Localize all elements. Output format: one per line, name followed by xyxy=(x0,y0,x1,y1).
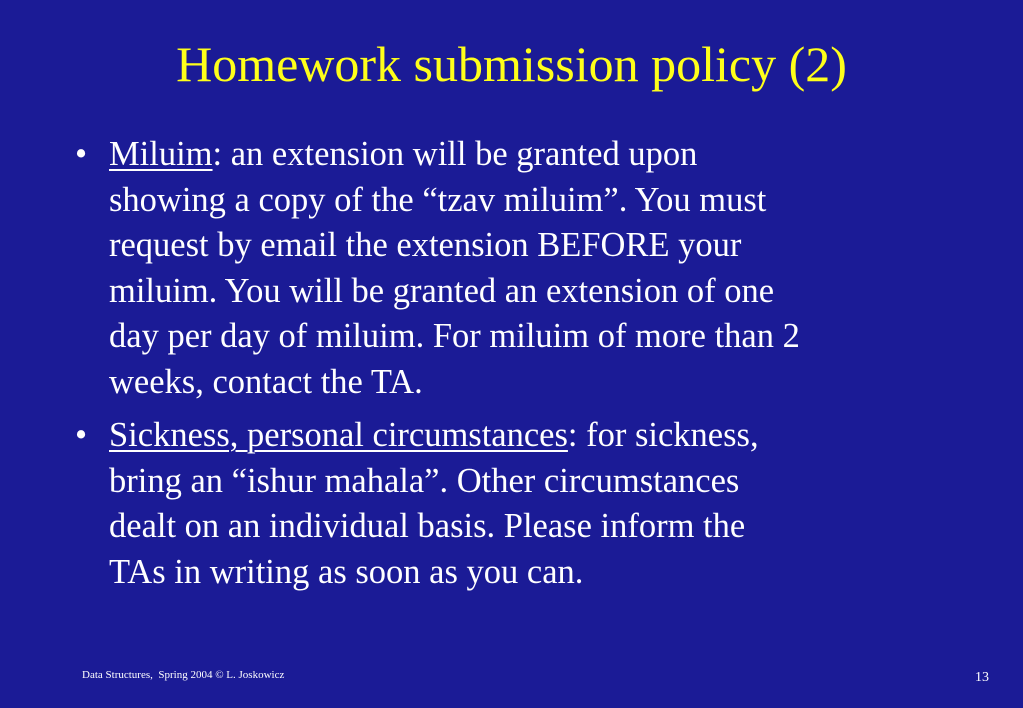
bullet-line: bring an “ishur mahala”. Other circumstances xyxy=(109,461,740,500)
bullet-term-miluim: Miluim xyxy=(109,135,213,173)
bullet-line: dealt on an individual basis. Please inform the xyxy=(109,507,746,545)
bullet-line: weeks, contact the TA. xyxy=(109,362,423,401)
bullet-line: TAs in writing as soon as you can. xyxy=(109,552,584,591)
bullet-line: showing a copy of the “tzav miluim”. You must xyxy=(109,180,767,219)
bullet-icon: • xyxy=(75,416,88,454)
bullet-list xyxy=(72,132,972,603)
slide-footer: Data Structures, Spring 2004 © L. Joskowicz xyxy=(82,669,285,681)
bullet-item-miluim xyxy=(72,132,972,405)
page-number: 13 xyxy=(975,670,989,685)
slide-title: Homework submission policy (2) xyxy=(176,36,847,92)
bullet-line: day per day of miluim. For miluim of more than 2 xyxy=(109,317,800,355)
bullet-line xyxy=(109,132,972,178)
bullet-text: : an extension will be granted upon xyxy=(212,135,698,173)
bullet-term-sickness: Sickness, personal circumstances xyxy=(109,416,568,454)
bullet-icon: • xyxy=(75,135,88,173)
bullet-text: : for sickness, xyxy=(567,416,759,454)
bullet-line: miluim. You will be granted an extension of one xyxy=(109,271,775,310)
bullet-line xyxy=(109,413,972,459)
bullet-line: request by email the extension BEFORE your xyxy=(109,226,742,264)
bullet-item-sickness xyxy=(72,413,972,595)
